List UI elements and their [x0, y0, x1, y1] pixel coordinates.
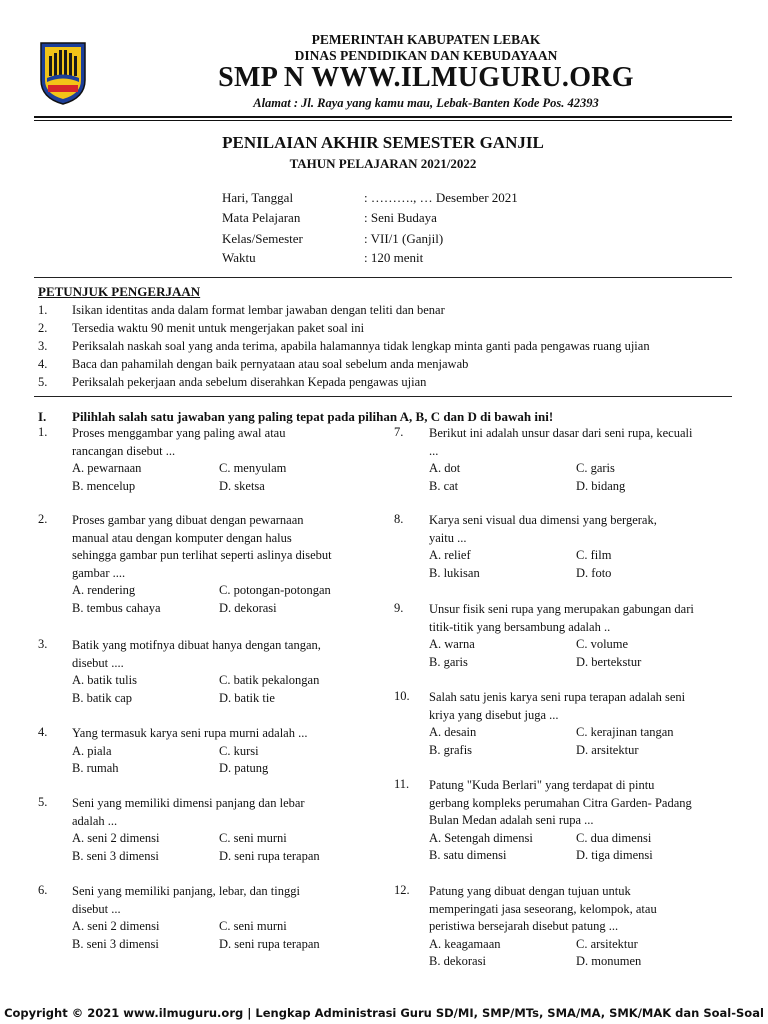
answer-option: D. dekorasi: [219, 601, 277, 615]
question-text: peristiwa bersejarah disebut patung ...: [429, 919, 619, 934]
question-text: titik-titik yang bersambung adalah ..: [429, 619, 611, 634]
identity-label: Kelas/Semester: [222, 231, 303, 246]
instruction-text: Periksalah pekerjaan anda sebelum diserahkan Kepada pengawas ujian: [72, 375, 427, 389]
answer-option: B. seni 3 dimensi: [72, 848, 159, 863]
answer-option: A. dot: [429, 461, 461, 476]
question-text: Proses menggambar yang paling awal atau: [72, 426, 286, 440]
instruction-number: 3.: [38, 339, 48, 353]
answer-option: C. kerajinan tangan: [576, 725, 674, 740]
question-text: Proses gambar yang dibuat dengan pewarnaan: [72, 513, 304, 527]
instruction-number: 2.: [38, 321, 48, 335]
instruction-text: Baca dan pahamilah dengan baik pernyataan atau soal sebelum anda menjawab: [72, 357, 469, 371]
question-text: manual atau dengan komputer dengan halus: [72, 530, 292, 545]
answer-option: B. satu dimensi: [429, 848, 507, 863]
answer-option: C. seni murni: [219, 831, 287, 846]
instruction-number: 5.: [38, 375, 48, 389]
answer-option: A. piala: [72, 743, 112, 758]
answer-option: D. patung: [219, 761, 269, 776]
answer-option: B. dekorasi: [429, 954, 486, 969]
answer-option: C. volume: [576, 637, 629, 652]
answer-option: B. tembus cahaya: [72, 601, 161, 615]
answer-option: B. grafis: [429, 742, 473, 757]
answer-option: B. batik cap: [72, 690, 133, 705]
question-text: memperingati jasa seseorang, kelompok, atau: [429, 901, 657, 916]
government-name: PEMERINTAH KABUPATEN LEBAK: [311, 32, 541, 47]
question-number: 7.: [394, 425, 404, 439]
answer-option: D. bertekstur: [576, 654, 642, 669]
regency-emblem-icon: [38, 40, 88, 106]
identity-label: Mata Pelajaran: [222, 210, 301, 225]
question-text: rancangan disebut ...: [72, 443, 176, 458]
exam-title: PENILAIAN AKHIR SEMESTER GANJIL: [222, 133, 544, 152]
answer-option: A. seni 2 dimensi: [72, 831, 160, 846]
identity-value: : ………., … Desember 2021: [364, 190, 518, 205]
answer-option: D. bidang: [576, 478, 626, 493]
answer-option: C. kursi: [219, 743, 259, 758]
identity-divider: [34, 277, 732, 278]
answer-option: D. tiga dimensi: [576, 848, 653, 863]
question-text: Bulan Medan adalah seni rupa ...: [429, 813, 594, 828]
copyright-footer: Copyright © 2021 www.ilmuguru.org | Lengkap Administrasi Guru SD/MI, SMP/MTs, SMA/MA, SMK/MAK dan Soal-Soal: [4, 1006, 764, 1020]
school-name: SMP N WWW.ILMUGURU.ORG: [218, 62, 634, 93]
answer-option: A. seni 2 dimensi: [72, 919, 160, 934]
answer-option: C. film: [576, 548, 612, 563]
answer-option: B. rumah: [72, 761, 119, 776]
answer-option: B. lukisan: [429, 565, 480, 580]
answer-option: D. seni rupa terapan: [219, 936, 320, 951]
question-text: Patung yang dibuat dengan tujuan untuk: [429, 884, 631, 898]
answer-option: B. seni 3 dimensi: [72, 936, 159, 951]
identity-value: : Seni Budaya: [364, 210, 437, 225]
answer-option: D. sketsa: [219, 478, 265, 493]
question-text: Berikut ini adalah unsur dasar dari seni rupa, kecuali: [429, 426, 693, 440]
answer-option: D. arsitektur: [576, 742, 639, 757]
question-text: Patung "Kuda Berlari" yang terdapat di pintu: [429, 778, 655, 792]
header-divider-thin: [34, 120, 732, 121]
answer-option: A. desain: [429, 725, 477, 740]
question-text: gambar ....: [72, 565, 126, 580]
answer-option: C. batik pekalongan: [219, 673, 320, 688]
instructions-divider: [34, 396, 732, 397]
instruction-text: Isikan identitas anda dalam format lembar jawaban dengan teliti dan benar: [72, 303, 445, 317]
question-text: disebut ...: [72, 901, 121, 916]
header-divider-thick: [34, 116, 732, 118]
identity-label: Waktu: [222, 250, 256, 265]
answer-option: C. menyulam: [219, 461, 287, 476]
question-text: sehingga gambar pun terlihat seperti aslinya disebut: [72, 548, 332, 563]
instruction-number: 4.: [38, 357, 48, 371]
answer-option: C. seni murni: [219, 919, 287, 934]
question-number: 8.: [394, 512, 404, 526]
answer-option: D. seni rupa terapan: [219, 848, 320, 863]
answer-option: D. foto: [576, 565, 612, 580]
identity-value: : VII/1 (Ganjil): [364, 231, 444, 246]
question-text: Karya seni visual dua dimensi yang bergerak,: [429, 513, 657, 527]
question-text: kriya yang disebut juga ...: [429, 707, 559, 722]
answer-option: A. Setengah dimensi: [429, 830, 533, 845]
question-number: 1.: [38, 425, 48, 439]
section-number: I.: [38, 409, 47, 424]
question-text: adalah ...: [72, 813, 118, 828]
instruction-text: Periksalah naskah soal yang anda terima, apabila halamannya tidak lengkap minta ganti pada pengawas ruang ujian: [72, 339, 650, 353]
question-text: yaitu ...: [429, 530, 467, 545]
identity-label: Hari, Tanggal: [222, 190, 294, 205]
answer-option: B. garis: [429, 654, 468, 669]
question-text: Batik yang motifnya dibuat hanya dengan tangan,: [72, 638, 321, 652]
question-number: 2.: [38, 512, 48, 526]
answer-option: A. pewarnaan: [72, 461, 142, 476]
question-number: 3.: [38, 637, 48, 651]
question-number: 11.: [394, 777, 410, 791]
instructions-heading: PETUNJUK PENGERJAAN: [38, 284, 201, 299]
answer-option: A. batik tulis: [72, 673, 137, 688]
answer-option: B. mencelup: [72, 478, 136, 493]
identity-value: : 120 menit: [364, 250, 424, 265]
answer-option: C. arsitektur: [576, 936, 638, 951]
answer-option: C. garis: [576, 461, 615, 476]
answer-option: B. cat: [429, 478, 459, 493]
question-text: ...: [429, 443, 439, 458]
answer-option: A. warna: [429, 637, 475, 652]
instruction-number: 1.: [38, 303, 48, 317]
question-number: 12.: [394, 883, 410, 897]
answer-option: D. monumen: [576, 954, 642, 969]
section-instruction: Pilihlah salah satu jawaban yang paling tepat pada pilihan A, B, C dan D di bawah ini!: [72, 409, 554, 424]
question-number: 10.: [394, 689, 410, 703]
question-number: 4.: [38, 725, 48, 739]
question-text: Seni yang memiliki panjang, lebar, dan tinggi: [72, 884, 300, 898]
question-text: Seni yang memiliki dimensi panjang dan lebar: [72, 796, 305, 810]
academic-year: TAHUN PELAJARAN 2021/2022: [289, 156, 477, 171]
school-address: Alamat : Jl. Raya yang kamu mau, Lebak-Banten Kode Pos. 42393: [253, 96, 599, 110]
answer-option: A. relief: [429, 548, 471, 563]
question-text: Unsur fisik seni rupa yang merupakan gabungan dari: [429, 602, 694, 616]
answer-option: A. keagamaan: [429, 936, 501, 951]
question-number: 9.: [394, 601, 404, 615]
question-text: gerbang kompleks perumahan Citra Garden- Padang: [429, 795, 692, 810]
question-text: disebut ....: [72, 655, 124, 670]
department-name: DINAS PENDIDIKAN DAN KEBUDAYAAN: [294, 48, 558, 63]
answer-option: A. rendering: [72, 583, 136, 598]
answer-option: D. batik tie: [219, 690, 275, 705]
answer-option: C. dua dimensi: [576, 830, 652, 845]
answer-option: C. potongan-potongan: [219, 583, 331, 598]
question-number: 6.: [38, 883, 48, 897]
instruction-text: Tersedia waktu 90 menit untuk mengerjakan paket soal ini: [72, 321, 365, 335]
question-number: 5.: [38, 795, 48, 809]
question-text: Yang termasuk karya seni rupa murni adalah ...: [72, 726, 308, 740]
question-text: Salah satu jenis karya seni rupa terapan adalah seni: [429, 690, 686, 704]
